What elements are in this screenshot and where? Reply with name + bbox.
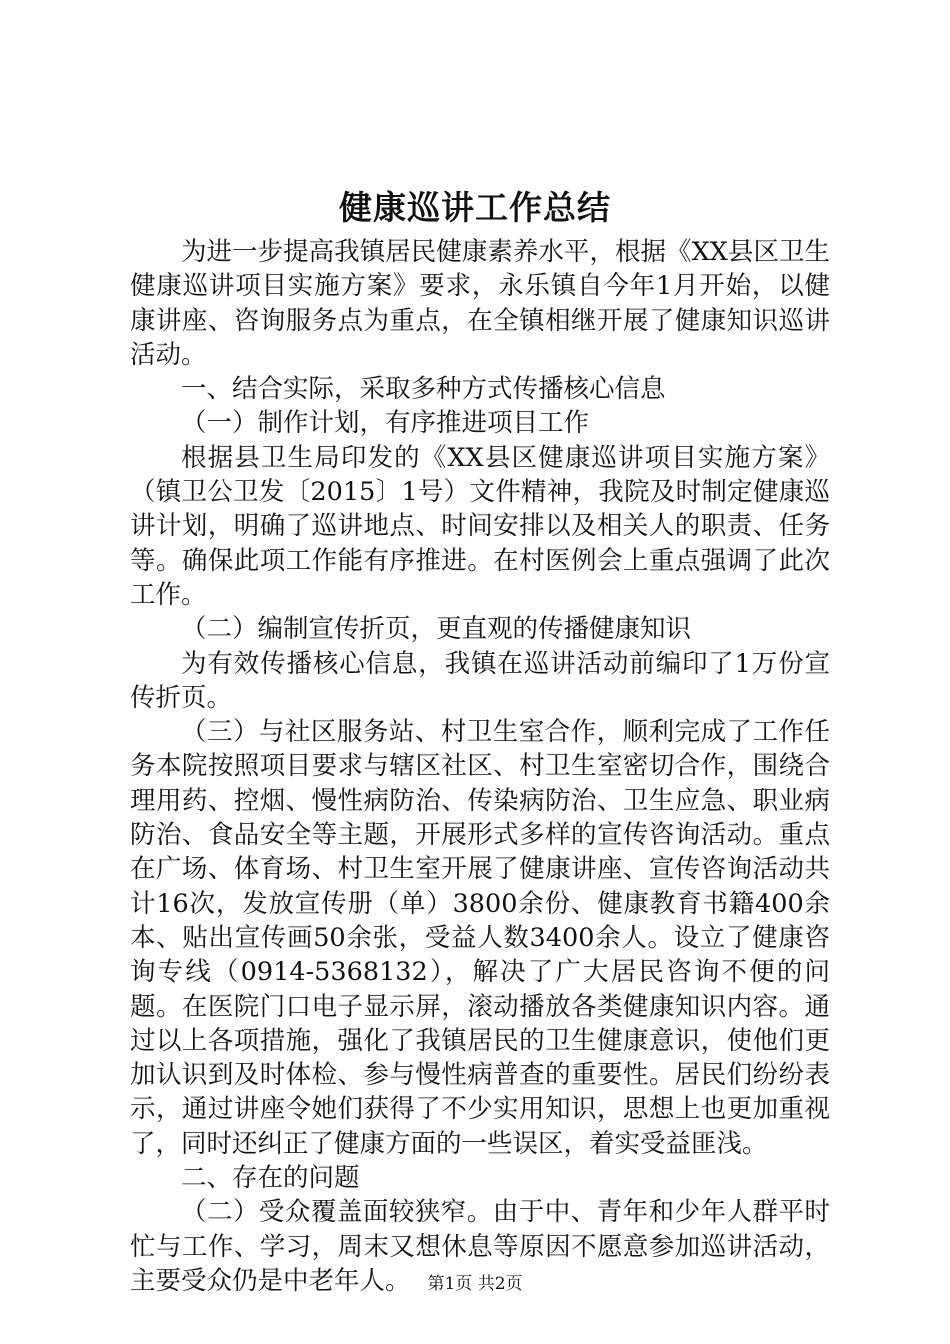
page-footer: 第1页 共2页 (427, 1274, 523, 1294)
subsection-paragraph-3: （三）与社区服务站、村卫生室合作，顺利完成了工作任务本院按照项目要求与辖区社区、村卫生室密切合作，围绕合理用药、控烟、慢性病防治、传染病防治、卫生应急、职业病防治、食品安全等主题，开展形式多样的宣传咨询活动。重点在广场、体育场、村卫生室开展了健康讲座、宣传咨询活动共计16次，发放宣传册（单）3800余份、健康教育书籍400余本、贴出宣传画50余张，受益人数3400余人。设立了健康咨询专线（0914-5368132），解决了广大居民咨询不便的问题。在医院门口电子显示屏，滚动播放各类健康知识内容。通过以上各项措施，强化了我镇居民的卫生健康意识，使他们更加认识到及时体检、参与慢性病普查的重要性。居民们纷纷表示，通过讲座令她们获得了不少实用知识，思想上也更加重视了，同时还纠正了健康方面的一些误区，着实受益匪浅。 (130, 717, 830, 1159)
body-paragraph: 根据县卫生局印发的《XX县区健康巡讲项目实施方案》（镇卫公卫发〔2015〕1号）文件精神，我院及时制定健康巡讲计划，明确了巡讲地点、时间安排以及相关人的职责、任务等。确保此项工作能有序推进。在村医例会上重点强调了此次工作。 (130, 442, 830, 610)
subsection-heading-1: （一）制作计划，有序推进项目工作 (181, 408, 590, 439)
document-title: 健康巡讲工作总结 (339, 188, 611, 227)
section-heading-1: 一、结合实际，采取多种方式传播核心信息 (181, 374, 666, 405)
intro-paragraph: 为进一步提高我镇居民健康素养水平，根据《XX县区卫生健康巡讲项目实施方案》要求，永乐镇自今年1月开始，以健康讲座、咨询服务点为重点，在全镇相继开展了健康知识巡讲活动。 (130, 237, 830, 370)
subsection-heading-2: （二）编制宣传折页，更直观的传播健康知识 (181, 614, 692, 645)
body-paragraph: 为有效传播核心信息，我镇在巡讲活动前编印了1万份宣传折页。 (130, 648, 830, 713)
body-paragraph: （二）受众覆盖面较狭窄。由于中、青年和少年人群平时忙与工作、学习，周末又想休息等原因不愿意参加巡讲活动，主要受众仍是中老年人。 (130, 1197, 830, 1296)
section-heading-2: 二、存在的问题 (181, 1163, 360, 1194)
document-body (130, 235, 830, 1298)
